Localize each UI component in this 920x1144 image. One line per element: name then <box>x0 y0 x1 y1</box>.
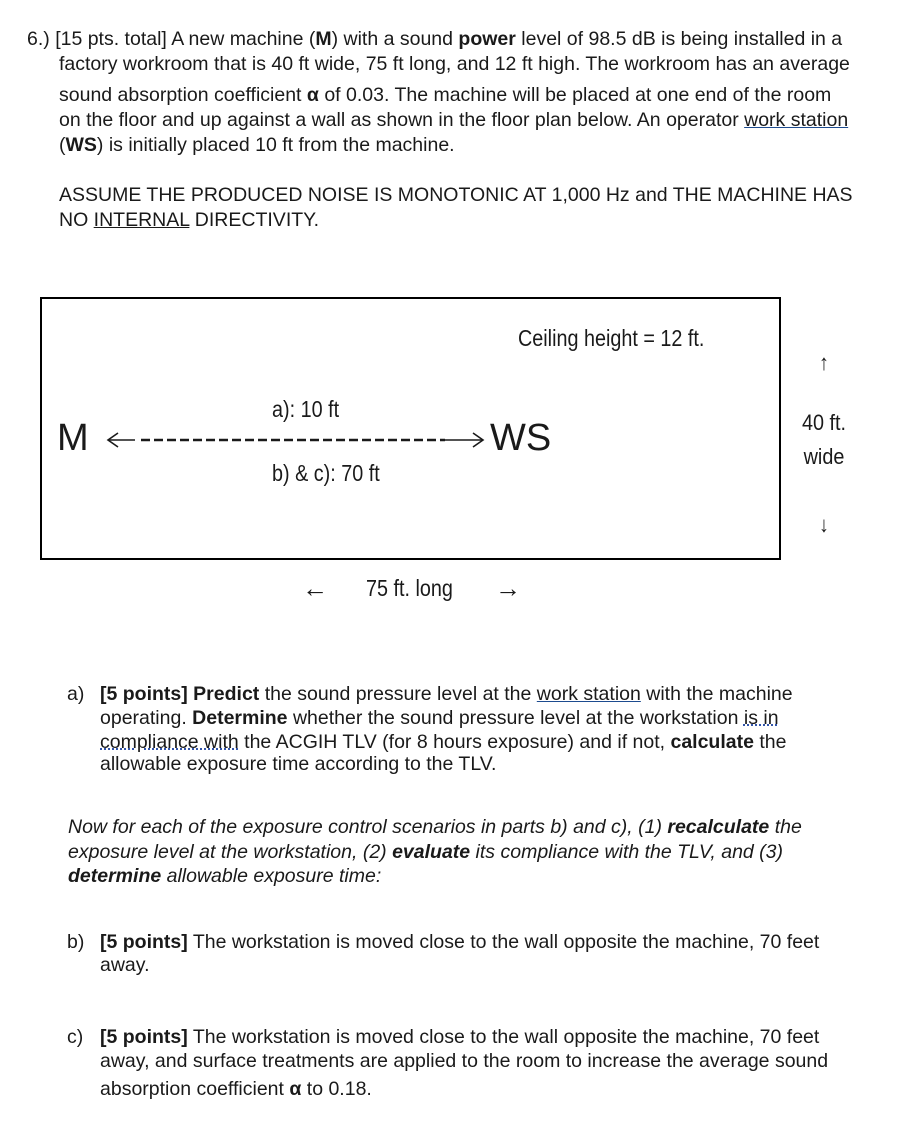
problem-line-4: on the floor and up against a wall as shown in the floor plan below. An operator work station <box>59 109 849 131</box>
problem-number: 6.) <box>27 28 50 50</box>
length-left-arrow: ← <box>302 573 328 603</box>
alpha-symbol: α <box>306 84 319 106</box>
ceiling-height-label: Ceiling height = 12 ft. <box>518 325 705 351</box>
distance-arrow <box>105 428 487 452</box>
distance-label-a: a): 10 ft <box>272 396 340 422</box>
part-a-line-1: [5 points] Predict the sound pressure level at the work station with the machine <box>100 683 793 705</box>
intro-bc-line-3: determine allowable exposure time: <box>68 865 382 887</box>
problem-line-5: (WS) is initially placed 10 ft from the machine. <box>59 134 455 156</box>
power-word: power <box>458 28 516 50</box>
width-down-arrow: ↓ <box>819 512 829 537</box>
part-c-line-2: away, and surface treatments are applied to the room to increase the average sound <box>100 1050 829 1072</box>
intro-bc-line-2: exposure level at the workstation, (2) evaluate its compliance with the TLV, and (3) <box>68 841 784 863</box>
problem-line-1: 6.) [15 pts. total] A new machine (M) with a sound power level of 98.5 dB is being installed in a <box>27 28 843 50</box>
part-c-points: [5 points] <box>100 1026 188 1048</box>
problem-line-2: factory workroom that is 40 ft wide, 75 ft long, and 12 ft high. The workroom has an average <box>59 53 850 75</box>
width-up-arrow: ↑ <box>819 350 829 375</box>
assume-line-2: NO INTERNAL DIRECTIVITY. <box>59 209 320 231</box>
part-b-label: b) <box>67 931 85 953</box>
part-a-points: [5 points] <box>100 683 188 705</box>
problem-line-3: sound absorption coefficient α of 0.03. The machine will be placed at one end of the room <box>59 84 832 106</box>
length-right-arrow: → <box>495 573 521 603</box>
alpha-symbol-c: α <box>289 1078 302 1100</box>
ws-abbr: WS <box>65 134 97 156</box>
width-value: 40 ft. <box>801 410 847 435</box>
part-c-label: c) <box>67 1026 84 1048</box>
part-c-line-1: [5 points] The workstation is moved close to the wall opposite the machine, 70 feet <box>100 1026 820 1048</box>
machine-abbr: M <box>315 28 332 50</box>
work-station-link: work station <box>744 109 849 131</box>
part-a-line-2: operating. Determine whether the sound pressure level at the workstation is in <box>100 707 779 729</box>
internal-word: INTERNAL <box>93 209 190 231</box>
problem-points: [15 pts. total] <box>55 28 167 50</box>
workstation-label: WS <box>490 417 552 459</box>
part-a-line-3: compliance with the ACGIH TLV (for 8 hours exposure) and if not, calculate the <box>100 731 787 753</box>
part-b-line-1: [5 points] The workstation is moved close to the wall opposite the machine, 70 feet <box>100 931 820 953</box>
machine-label: M <box>57 417 89 459</box>
assume-line-1: ASSUME THE PRODUCED NOISE IS MONOTONIC AT 1,000 Hz and THE MACHINE HAS <box>59 184 853 206</box>
part-b-line-2: away. <box>100 954 150 976</box>
part-b-points: [5 points] <box>100 931 188 953</box>
length-label: 75 ft. long <box>366 575 453 601</box>
part-a-line-4: allowable exposure time according to the TLV. <box>100 753 497 775</box>
width-unit: wide <box>803 444 845 469</box>
intro-bc-line-1: Now for each of the exposure control scenarios in parts b) and c), (1) recalculate the <box>68 816 802 838</box>
distance-label-bc: b) & c): 70 ft <box>272 460 380 486</box>
part-a-label: a) <box>67 683 85 705</box>
part-c-line-3: absorption coefficient α to 0.18. <box>100 1078 372 1100</box>
